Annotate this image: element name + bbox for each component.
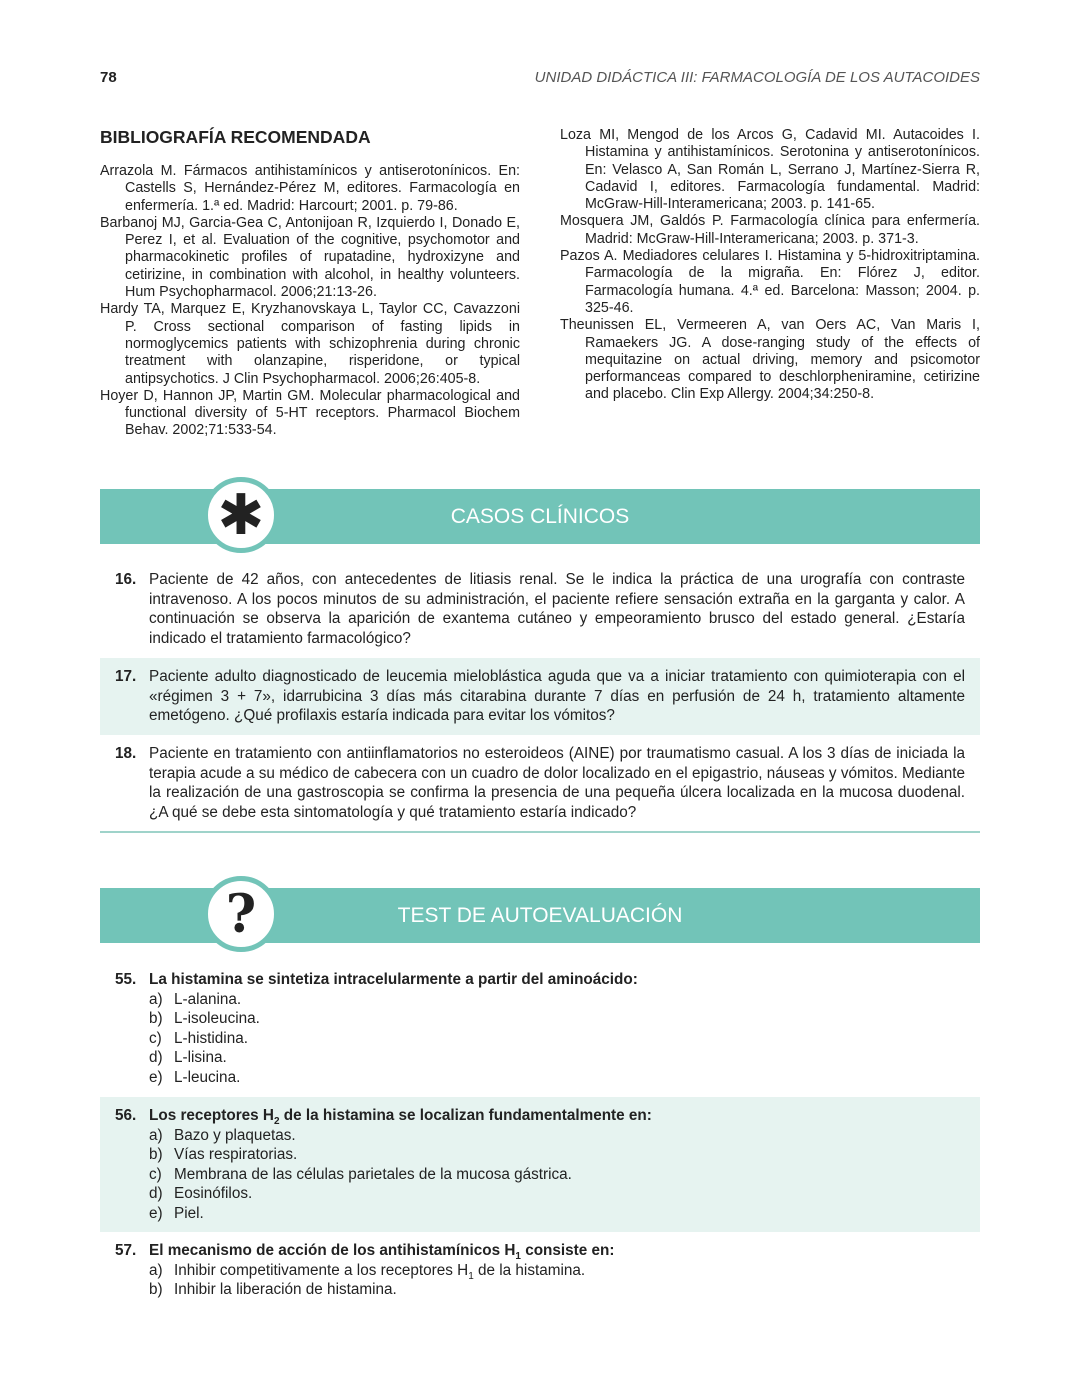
test-autoevaluacion-banner: [100, 883, 980, 945]
option-letter: a): [149, 1261, 163, 1279]
bib-entry: Hoyer D, Hannon JP, Martin GM. Molecular pharmacological and functional diversity of 5-HT receptors. Pharmacol Biochem Behav. 2002;71:533-54.: [100, 387, 520, 439]
option-letter: d): [149, 1049, 163, 1066]
bib-entry: Mosquera JM, Galdós P. Farmacología clínica para enfermería. Madrid: McGraw-Hill-Interamericana; 2003. p. 371-3.: [560, 213, 980, 247]
subscript: 1: [515, 1251, 521, 1263]
option-text-part: de la histamina.: [473, 1261, 586, 1279]
answer-option[interactable]: [149, 990, 965, 1010]
option-text: [174, 1261, 585, 1281]
answer-option[interactable]: [149, 1145, 965, 1165]
section-title: TEST DE AUTOEVALUACIÓN: [397, 904, 683, 927]
bib-entry: Loza MI, Mengod de los Arcos G, Cadavid MI. Autacoides I. Histamina y antihistamínicos. Serotonina y antiserotonínicos. En: Velasco A, San Román L, Serrano J, Martínez-Sierra R, Cadavid I, editores. Farmacología fundamental. Madrid: McGraw-Hill-Interamericana; 2003. p. 141-65.: [560, 127, 980, 213]
option-letter: b): [149, 1146, 163, 1163]
option-text: L-histidina.: [174, 1029, 248, 1047]
bibliography-title: BIBLIOGRAFÍA RECOMENDADA: [100, 127, 371, 147]
option-text: Eosinófilos.: [174, 1185, 253, 1202]
option-text-part: Inhibir competitivamente a los receptores H: [174, 1261, 469, 1279]
case-number: 16.: [115, 571, 137, 588]
option-text: L-lisina.: [174, 1049, 227, 1066]
question-stem: [149, 1241, 965, 1261]
question-item: [100, 970, 980, 1087]
question-item: [100, 1097, 980, 1232]
bib-entry: Barbanoj MJ, Garcia-Gea C, Antonijoan R, Izquierdo I, Donado E, Perez I, et al. Evaluation of the cognitive, psychomotor and pharmacokinetic profiles of rupatadine, hydroxizyne and cetirizine, in combination with alcohol, in healthy volunteers. Hum Psychopharmacol. 2006;21:13-26.: [100, 214, 520, 301]
stem-part: de la histamina se localizan fundamentalmente en:: [279, 1107, 652, 1124]
question-number: 57.: [115, 1242, 137, 1259]
answer-option[interactable]: [149, 1204, 965, 1224]
case-item: [100, 744, 980, 822]
bibliography-right-column: [560, 127, 980, 404]
question-stem: La histamina se sintetiza intracelularmente a partir del aminoácido:: [149, 971, 638, 988]
option-letter: d): [149, 1185, 163, 1202]
case-number: 18.: [115, 745, 137, 762]
answer-option[interactable]: [149, 1165, 965, 1185]
answer-option[interactable]: [149, 1280, 965, 1300]
question-mark-icon: ?: [203, 876, 279, 952]
answer-option[interactable]: [149, 1261, 965, 1281]
stem-part: Los receptores H: [149, 1107, 274, 1124]
option-text: L-alanina.: [174, 990, 242, 1008]
option-letter: e): [149, 1204, 163, 1222]
case-text: Paciente en tratamiento con antiinflamatorios no esteroideos (AINE) por traumatismo casual. A los 3 días de iniciada la terapia acude a su médico de cabecera con un cuadro de dolor localizado en el epigastrio, náuseas y vómitos. Mediante la realización de una gastroscopia se confirma la presencia de una pequeña úlcera localizada en la mucosa duodenal. ¿A qué se debe esta sintomatología y qué tratamiento estaría indicado?: [149, 745, 965, 821]
section-divider: [100, 831, 980, 833]
running-title: UNIDAD DIDÁCTICA III: FARMACOLOGÍA DE LOS AUTACOIDES: [534, 69, 980, 86]
case-number: 17.: [115, 668, 137, 685]
answer-option[interactable]: [149, 1126, 965, 1146]
option-letter: c): [149, 1029, 162, 1047]
question-number: 56.: [115, 1107, 137, 1124]
option-letter: c): [149, 1165, 162, 1183]
option-text: Piel.: [174, 1204, 204, 1222]
answer-option[interactable]: [149, 1068, 965, 1088]
bib-entry: Arrazola M. Fármacos antihistamínicos y antiserotonínicos. En: Castells S, Hernández-Pérez M, editores. Farmacología en enfermería. 1.ª ed. Madrid: Harcourt; 2001. p. 79-86.: [100, 163, 520, 214]
question-number: 55.: [115, 971, 137, 988]
case-item: [100, 658, 980, 735]
stem-part: consiste en:: [520, 1242, 615, 1259]
option-letter: b): [149, 1281, 163, 1298]
question-item: [100, 1241, 980, 1300]
subscript: 1: [468, 1270, 474, 1282]
option-letter: a): [149, 1126, 163, 1144]
bib-entry: Pazos A. Mediadores celulares I. Histamina y 5-hidroxitriptamina. Farmacología de la migraña. En: Flórez J, editor. Farmacología humana. 4.ª ed. Barcelona: Masson; 2004. p. 325-46.: [560, 248, 980, 316]
bibliography-left-column: [100, 127, 520, 440]
page-number: 78: [100, 69, 117, 86]
question-stem: [149, 1106, 965, 1126]
subscript: 2: [273, 1116, 280, 1128]
option-text: Inhibir la liberación de histamina.: [174, 1281, 397, 1298]
answer-option[interactable]: [149, 1009, 965, 1029]
option-text: Vías respiratorias.: [174, 1146, 298, 1163]
bib-entry: Hardy TA, Marquez E, Kryzhanovskaya L, Taylor CC, Cavazzoni P. Cross sectional comparison of fasting lipids in normoglycemics patients with schizophrenia during chronic treatment with olanzapine, risperidone, or typical antipsychotics. J Clin Psychopharmacol. 2006;26:405-8.: [100, 301, 520, 387]
option-text: Membrana de las células parietales de la mucosa gástrica.: [174, 1165, 572, 1183]
case-text: Paciente de 42 años, con antecedentes de litiasis renal. Se le indica la práctica de una urografía con contraste intravenoso. A los pocos minutos de su administración, el paciente refiere sensación extraña en la garganta y calor. A continuación se observa la aparición de exantema cutáneo y empeoramiento brusco del estado general. ¿Estaría indicado el tratamiento farmacológico?: [149, 571, 965, 647]
option-letter: a): [149, 990, 163, 1008]
stem-part: El mecanismo de acción de los antihistamínicos H: [149, 1242, 516, 1259]
casos-clinicos-banner: [100, 482, 980, 548]
section-title: CASOS CLÍNICOS: [450, 505, 630, 528]
case-item: [100, 570, 980, 648]
answer-option[interactable]: [149, 1029, 965, 1049]
option-letter: b): [149, 1010, 163, 1027]
option-text: L-isoleucina.: [174, 1010, 260, 1027]
answer-option[interactable]: [149, 1184, 965, 1204]
case-text: Paciente adulto diagnosticado de leucemia mieloblástica aguda que va a iniciar tratamiento con quimioterapia con el «régimen 3 + 7», idarrubicina 3 días más citarabina durante 7 días en perfusión de 24 h, tratamiento altamente emetógeno. ¿Qué profilaxis estaría indicada para evitar los vómitos?: [149, 668, 965, 724]
answer-option[interactable]: [149, 1048, 965, 1068]
option-text: Bazo y plaquetas.: [174, 1126, 296, 1144]
option-letter: e): [149, 1068, 163, 1086]
asterisk-icon: ✱: [203, 477, 279, 553]
bib-entry: Theunissen EL, Vermeeren A, van Oers AC, Van Maris I, Ramaekers JG. A dose-ranging study of the effects of mequitazine on actual driving, memory and psicomotor performanceas compared to deschlorpheniramine, cetirizine and placebo. Clin Exp Allergy. 2004;34:250-8.: [560, 317, 980, 403]
option-text: L-leucina.: [174, 1068, 241, 1086]
